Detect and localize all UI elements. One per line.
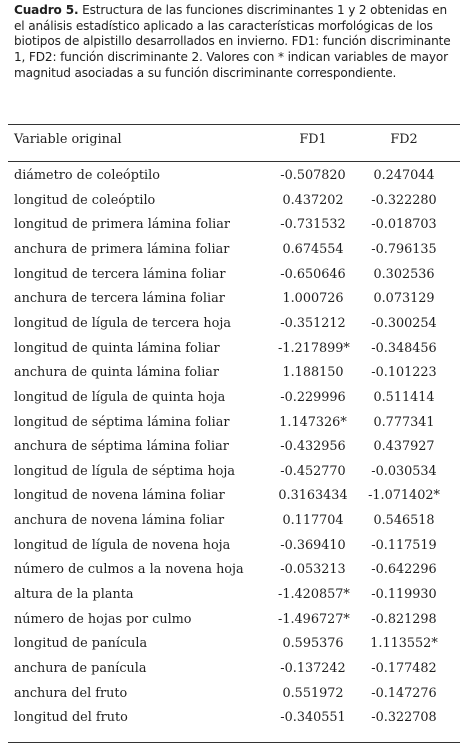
cell-variable: longitud de primera lámina foliar: [14, 217, 230, 233]
table-row: [0, 488, 467, 510]
table-row: [0, 612, 467, 634]
table-row: [0, 562, 467, 584]
table-row: [0, 217, 467, 239]
table-row: [0, 365, 467, 387]
cell-variable: anchura de panícula: [14, 661, 147, 676]
cell-fd2: 0.511414: [373, 389, 435, 405]
cell-variable: diámetro de coleóptilo: [14, 168, 160, 183]
cell-variable: anchura de séptima lámina foliar: [14, 439, 229, 455]
cell-fd1: -0.731532: [280, 217, 346, 233]
cell-fd1: 0.595376: [282, 636, 344, 652]
table-header: [0, 132, 467, 154]
cell-fd2: -0.796135: [371, 241, 437, 257]
cell-fd2: -0.348456: [371, 340, 437, 356]
cell-fd1: -0.507820: [280, 168, 346, 183]
table-row: [0, 390, 467, 412]
cell-fd1: -0.650646: [280, 266, 346, 282]
cell-fd2: -0.018703: [371, 217, 437, 233]
cell-fd1: 0.437202: [282, 192, 344, 208]
cell-fd2: -1.071402*: [368, 488, 440, 504]
cell-fd1: -0.369410: [280, 537, 346, 553]
cell-variable: anchura de tercera lámina foliar: [14, 291, 225, 307]
cell-fd1: 1.147326*: [279, 414, 347, 430]
cell-fd2: -0.821298: [371, 611, 437, 627]
cell-fd2: 0.777341: [373, 414, 435, 430]
table-row: [0, 242, 467, 264]
table-row: [0, 168, 467, 190]
table-caption: [14, 3, 460, 82]
table-bottom-rule: [8, 742, 460, 743]
table-row: [0, 538, 467, 560]
cell-variable: número de hojas por culmo: [14, 611, 192, 627]
cell-fd2: -0.147276: [371, 685, 437, 701]
caption-text: Estructura de las funciones discriminantes 1 y 2 obtenidas en el análisis estadístico aplicado a las características morfológicas de los biotipos de alpistillo desarrollados en invierno. FD1: función discriminante 1, FD2: función discriminante 2. Valores con * indican variables de mayor magnitud asociadas a su función discriminante correspondiente.: [14, 3, 451, 80]
header-fd1: FD1: [299, 132, 327, 147]
cell-fd2: -0.322708: [371, 710, 437, 726]
cell-variable: longitud de lígula de quinta hoja: [14, 389, 226, 405]
cell-fd2: -0.030534: [371, 463, 437, 479]
cell-variable: anchura de primera lámina foliar: [14, 241, 230, 257]
cell-fd1: 0.117704: [282, 513, 344, 529]
cell-fd2: -0.177482: [371, 661, 437, 676]
cell-fd1: -0.137242: [280, 661, 346, 676]
cell-fd1: -0.229996: [280, 389, 346, 405]
cell-fd2: -0.117519: [371, 537, 437, 553]
cell-fd1: -0.351212: [280, 315, 346, 331]
cell-fd2: 0.302536: [373, 266, 435, 282]
table-row: [0, 587, 467, 609]
cell-fd2: -0.300254: [371, 315, 437, 331]
cell-variable: altura de la planta: [14, 587, 134, 602]
table-row: [0, 316, 467, 338]
caption-label: Cuadro 5.: [14, 3, 79, 17]
cell-variable: longitud de lígula de tercera hoja: [14, 315, 231, 331]
cell-variable: anchura de novena lámina foliar: [14, 513, 225, 529]
cell-fd1: 0.3163434: [278, 488, 348, 504]
cell-fd2: 0.073129: [373, 291, 435, 307]
table-row: [0, 193, 467, 215]
table-row: [0, 464, 467, 486]
cell-variable: longitud de séptima lámina foliar: [14, 414, 230, 430]
table-row: [0, 439, 467, 461]
cell-variable: longitud de lígula de séptima hoja: [14, 463, 235, 479]
table-row: [0, 513, 467, 535]
cell-fd2: 0.247044: [373, 168, 435, 183]
cell-fd2: 1.113552*: [370, 636, 438, 652]
table-row: [0, 341, 467, 363]
table-row: [0, 661, 467, 683]
cell-fd1: -1.496727*: [278, 611, 350, 627]
table-row: [0, 267, 467, 289]
table-row: [0, 636, 467, 658]
cell-variable: longitud de panícula: [14, 636, 148, 652]
table-top-rule: [8, 124, 460, 125]
cell-fd2: -0.119930: [371, 587, 437, 602]
cell-fd1: -1.420857*: [278, 587, 350, 602]
cell-fd1: -0.432956: [280, 439, 346, 455]
cell-fd2: -0.101223: [371, 365, 437, 381]
cell-variable: longitud de novena lámina foliar: [14, 488, 225, 504]
cell-variable: longitud del fruto: [14, 710, 128, 726]
cell-fd1: -1.217899*: [278, 340, 350, 356]
cell-variable: número de culmos a la novena hoja: [14, 562, 244, 578]
cell-fd1: 0.551972: [282, 685, 344, 701]
cell-fd1: -0.053213: [280, 562, 346, 578]
header-fd2: FD2: [390, 132, 418, 147]
cell-fd2: -0.642296: [371, 562, 437, 578]
header-variable: Variable original: [14, 132, 122, 147]
cell-variable: longitud de tercera lámina foliar: [14, 266, 226, 282]
cell-fd1: -0.340551: [280, 710, 346, 726]
cell-fd1: 1.000726: [282, 291, 344, 307]
cell-fd2: 0.546518: [373, 513, 435, 529]
cell-fd1: 1.188150: [282, 365, 344, 381]
cell-variable: anchura de quinta lámina foliar: [14, 365, 220, 381]
table-row: [0, 291, 467, 313]
table-row: [0, 415, 467, 437]
cell-fd2: -0.322280: [371, 192, 437, 208]
cell-fd1: 0.674554: [282, 241, 344, 257]
cell-variable: anchura del fruto: [14, 685, 128, 701]
cell-variable: longitud de lígula de novena hoja: [14, 537, 231, 553]
table-row: [0, 686, 467, 708]
table-header-rule: [8, 161, 460, 162]
cell-fd1: -0.452770: [280, 463, 346, 479]
cell-fd2: 0.437927: [373, 439, 435, 455]
table-row: [0, 710, 467, 732]
cell-variable: longitud de coleóptilo: [14, 192, 156, 208]
cell-variable: longitud de quinta lámina foliar: [14, 340, 220, 356]
